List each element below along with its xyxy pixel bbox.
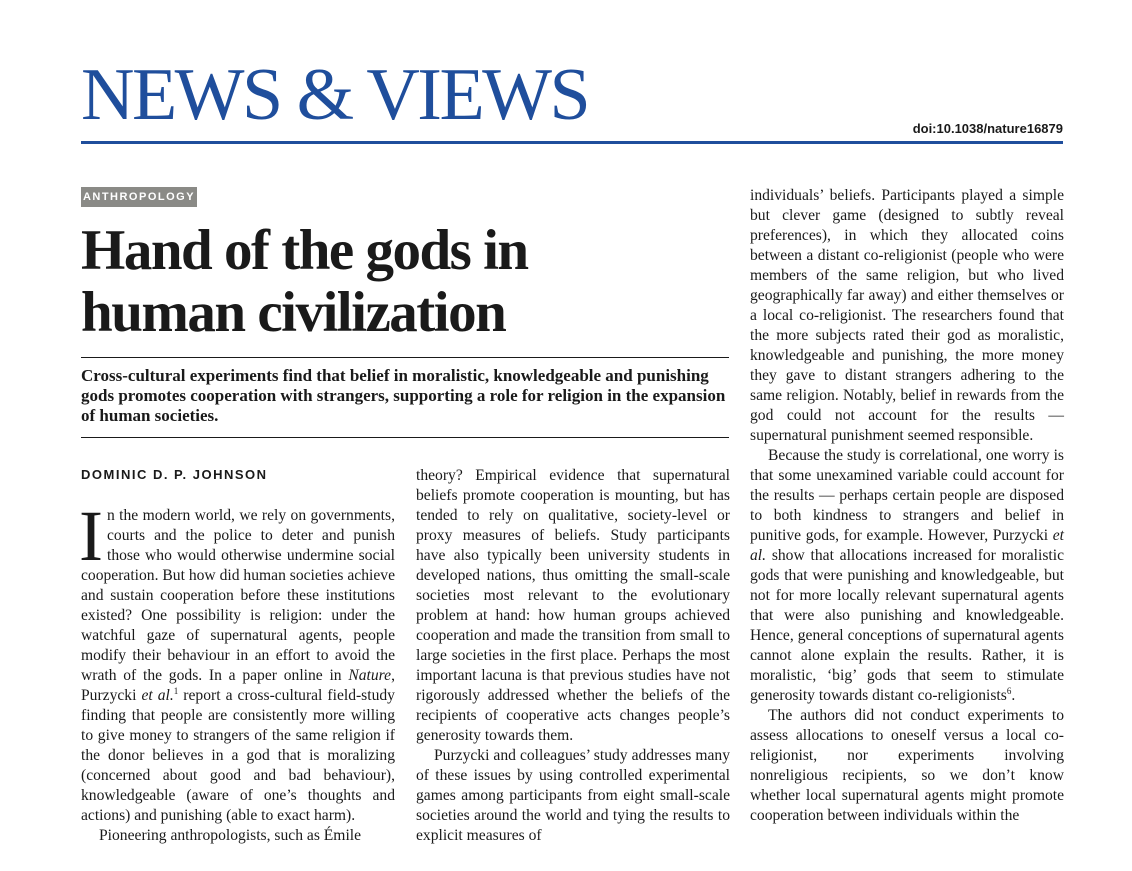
- category-badge: ANTHROPOLOGY: [81, 187, 197, 207]
- drop-cap: I: [79, 496, 103, 576]
- paragraph: Because the study is correlational, one worry is that some unexamined variable could account for the results — perhaps certain people are disposed to both kindness to strangers and belief in punitive gods, for example. However, Purzycki et al. show that allocations increased for moralistic gods that were punishing and knowledgeable, but not for more locally relevant supernatural agents that were also punishing and knowledgeable. Hence, general conceptions of supernatural agents cannot alone explain the results. Rather, it is moralistic, ‘big’ gods that seem to stimulate generosity towards distant co-religionists$^6$.: [750, 447, 1064, 704]
- author-byline: DOMINIC D. P. JOHNSON: [81, 467, 268, 482]
- section-title: NEWS & VIEWS: [81, 54, 589, 136]
- paragraph: Pioneering anthropologists, such as Émile: [99, 827, 362, 844]
- reference-marker: 6: [1006, 686, 1012, 696]
- standfirst-rule-bottom: [81, 437, 729, 438]
- headline-line-1: Hand of the gods in: [81, 219, 528, 282]
- paragraph: In the modern world, we rely on governments, courts and the police to deter and punish those who would otherwise undermine social cooperation. But how did human societies achieve and sustain cooperation before these institutions existed? One possibility is religion: under the watchful gaze of supernatural agents, people modify their behaviour in an effort to avoid the wrath of the gods. In a paper online in Nature, Purzycki et al.$^1$ report a cross-cultural field-study finding that people are consistently more willing to give money to strangers of the same religion if the donor believes in a god that is moralizing (concerned about good and bad behaviour), knowledgeable (aware of one’s thoughts and actions) and punishing (able to exact harm).: [79, 496, 395, 824]
- headline-line-2: human civilization: [81, 281, 506, 344]
- body-column-1: [79, 496, 395, 846]
- body-column-2: [416, 466, 730, 846]
- paragraph: The authors did not conduct experiments to assess allocations to oneself versus a local co-religionist, nor experiments involving nonreligious recipients, so we don’t know whether local supernatural agents might promote cooperation between individuals within the: [750, 707, 1064, 824]
- standfirst-rule-top: [81, 357, 729, 358]
- et-al: et al.: [750, 527, 1064, 564]
- body-column-3: [750, 186, 1064, 826]
- article-headline: [81, 220, 731, 344]
- masthead-rule: [81, 141, 1063, 144]
- doi-label: doi:10.1038/nature16879: [912, 121, 1063, 136]
- reference-marker: 1: [173, 686, 179, 696]
- et-al: et al.: [141, 687, 174, 704]
- paragraph: individuals’ beliefs. Participants played a simple but clever game (designed to subtly reveal preferences), in which they allocated coins between a distant co-religionist (people who were members of the same religion, but who lived geographically far away) and either themselves or a local co-religionist. The researchers found that the more subjects rated their god as moralistic, knowledgeable and punishing, the more money they gave to distant strangers adhering to the same religion. Notably, belief in rewards from the god could not account for the results — supernatural punishment seemed responsible.: [750, 187, 1064, 444]
- paragraph: theory? Empirical evidence that supernatural beliefs promote cooperation is mounting, but has tended to rely on qualitative, society-level or proxy measures of beliefs. Study participants have also typically been university students in developed nations, thus omitting the small-scale societies most relevant to the evolutionary problem at hand: how human groups achieved cooperation and made the transition from small to large societies in the first place. Perhaps the most important lacuna is that previous studies have not rigorously addressed whether the beliefs of the recipients of cooperative acts changes people’s generosity towards them.: [416, 467, 730, 744]
- standfirst: Cross-cultural experiments find that belief in moralistic, knowledgeable and punishing gods promotes cooperation with strangers, supporting a role for religion in the expansion of human societies.: [81, 366, 726, 425]
- journal-name: Nature: [348, 667, 392, 684]
- paragraph: Purzycki and colleagues’ study addresses many of these issues by using controlled experimental games among participants from eight small-scale societies around the world and tying the results to explicit measures of: [416, 747, 730, 844]
